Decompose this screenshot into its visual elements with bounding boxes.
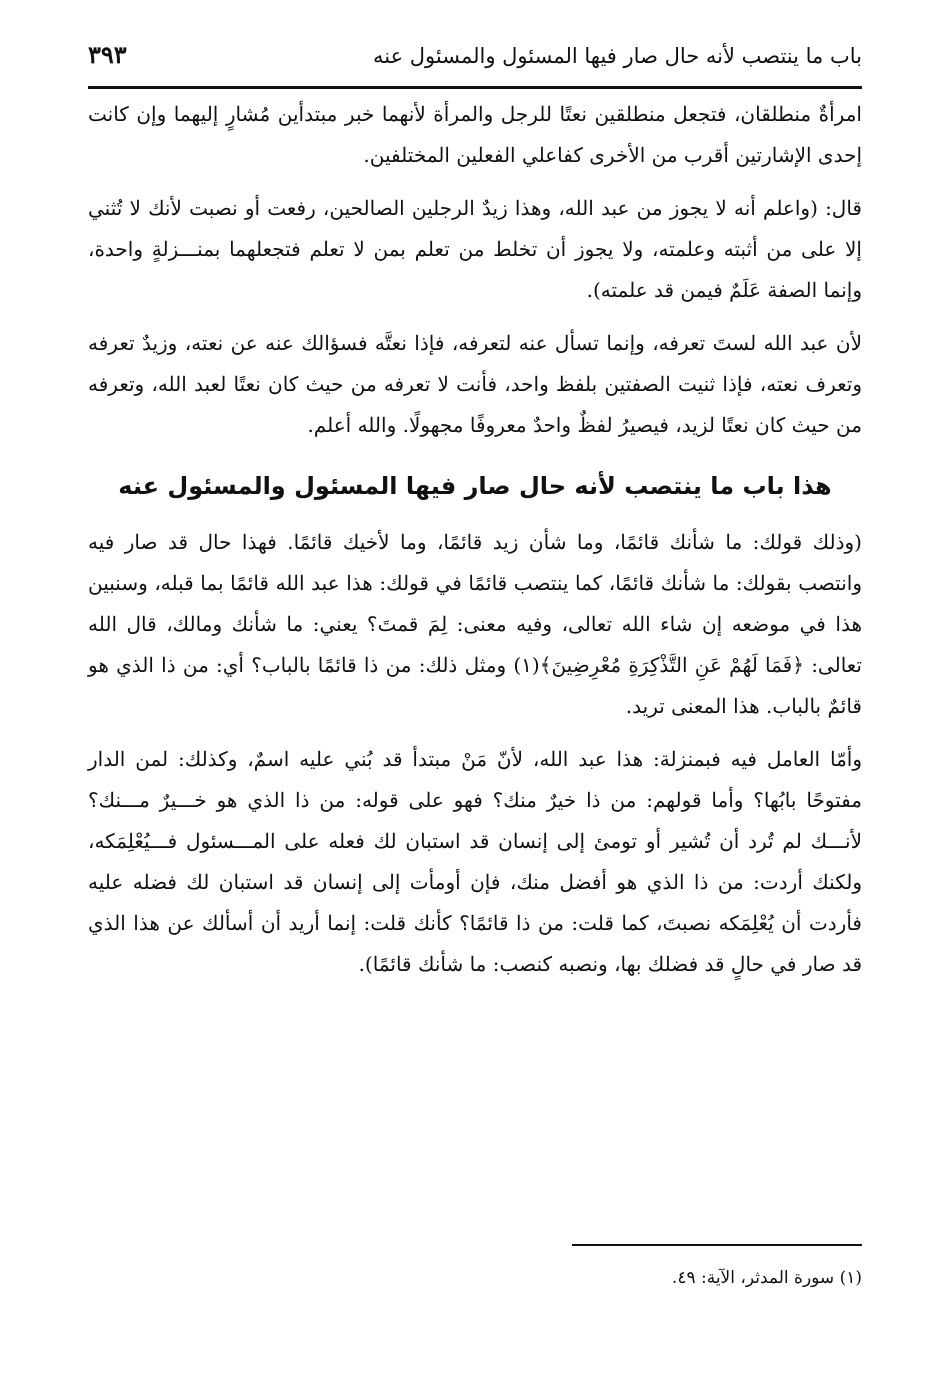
paragraph: امرأةٌ منطلقان، فتجعل منطلقين نعتًا للرجل والمرأة لأنهما خبر مبتدأين مُشارٍ إليهما وإن كانت إحدى الإشارتين أقرب من الأخرى كفاعلي الفعلين المختلفين. [88, 102, 862, 167]
page-body [88, 94, 862, 985]
paragraph: وأمّا العامل فيه فبمنزلة: هذا عبد الله، لأنّ مَنْ مبتدأ قد بُني عليه اسمٌ، وكذلك: لمن الدار مفتوحًا بابُها؟ وأما قولهم: من ذا خيرٌ منك؟ فهو على قوله: من ذا الذي هو خـــيرٌ مـــنك؟ لأنـــك لم تُرد أن تُشير أو تومئ إلى إنسان قد استبان لك فعله على المـــسئول فـــيُعْلِمَكه، ولكنك أردت: من ذا الذي هو أفضل منك، فإن أومأت إلى إنسان قد استبان لك فضله عليه فأردت أن يُعْلِمَكه نصبتَ، كما قلت: من ذا قائمًا؟ كأنك قلت: إنما أريد أن أسألك عن هذا الذي قد صار في حالٍ قد فضلك بها، ونصبه كنصب: ما شأنك قائمًا). [88, 747, 862, 976]
footnote: (١) سورة المدثر، الآية: ٤٩. [671, 1268, 862, 1288]
page-number: ٣٩٣ [88, 40, 127, 69]
paragraph: (وذلك قولك: ما شأنك قائمًا، وما شأن زيد قائمًا، وما لأخيك قائمًا. فهذا حال قد صار فيه وانتصب بقولك: ما شأنك قائمًا، كما ينتصب قائمًا في قولك: هذا عبد الله قائمًا بما قبله، وسنبين هذا في موضعه إن شاء الله تعالى، وفيه معنى: لِمَ قمتَ؟ يعني: ما شأنك ومالك، قال الله تعالى: ﴿فَمَا لَهُمْ عَنِ التَّذْكِرَةِ مُعْرِضِينَ﴾(١) ومثل ذلك: من ذا قائمًا بالباب؟ أي: من ذا الذي هو قائمٌ بالباب. هذا المعنى تريد. [88, 530, 862, 718]
section-heading: هذا باب ما ينتصب لأنه حال صار فيها المسئول والمسئول عنه [118, 472, 832, 500]
page-header [88, 36, 862, 89]
running-header-title: باب ما ينتصب لأنه حال صار فيها المسئول والمسئول عنه [373, 44, 862, 68]
paragraph: لأن عبد الله لستَ تعرفه، وإنما تسأل عنه لتعرفه، فإذا نعتَّه فسؤالك عنه عن نعته، وزيدٌ تعرفه وتعرف نعته، فإذا ثنيت الصفتين بلفظ واحد، فأنت لا تعرفه من حيث كان نعتًا لعبد الله، وتعرفه من حيث كان نعتًا لزيد، فيصيرُ لفظٌ واحدٌ معروفًا مجهولًا. والله أعلم. [88, 331, 862, 437]
footnote-divider [572, 1244, 862, 1246]
paragraph: قال: (واعلم أنه لا يجوز من عبد الله، وهذا زيدٌ الرجلين الصالحين، رفعت أو نصبت لأنك لا تُثني إلا على من أثبته وعلمته، ولا يجوز أن تخلط من تعلم بمن لا تعلم فتجعلهما بمنـــزلةٍ واحدة، وإنما الصفة عَلَمٌ فيمن قد علمته). [88, 196, 862, 302]
book-page [88, 36, 862, 1356]
